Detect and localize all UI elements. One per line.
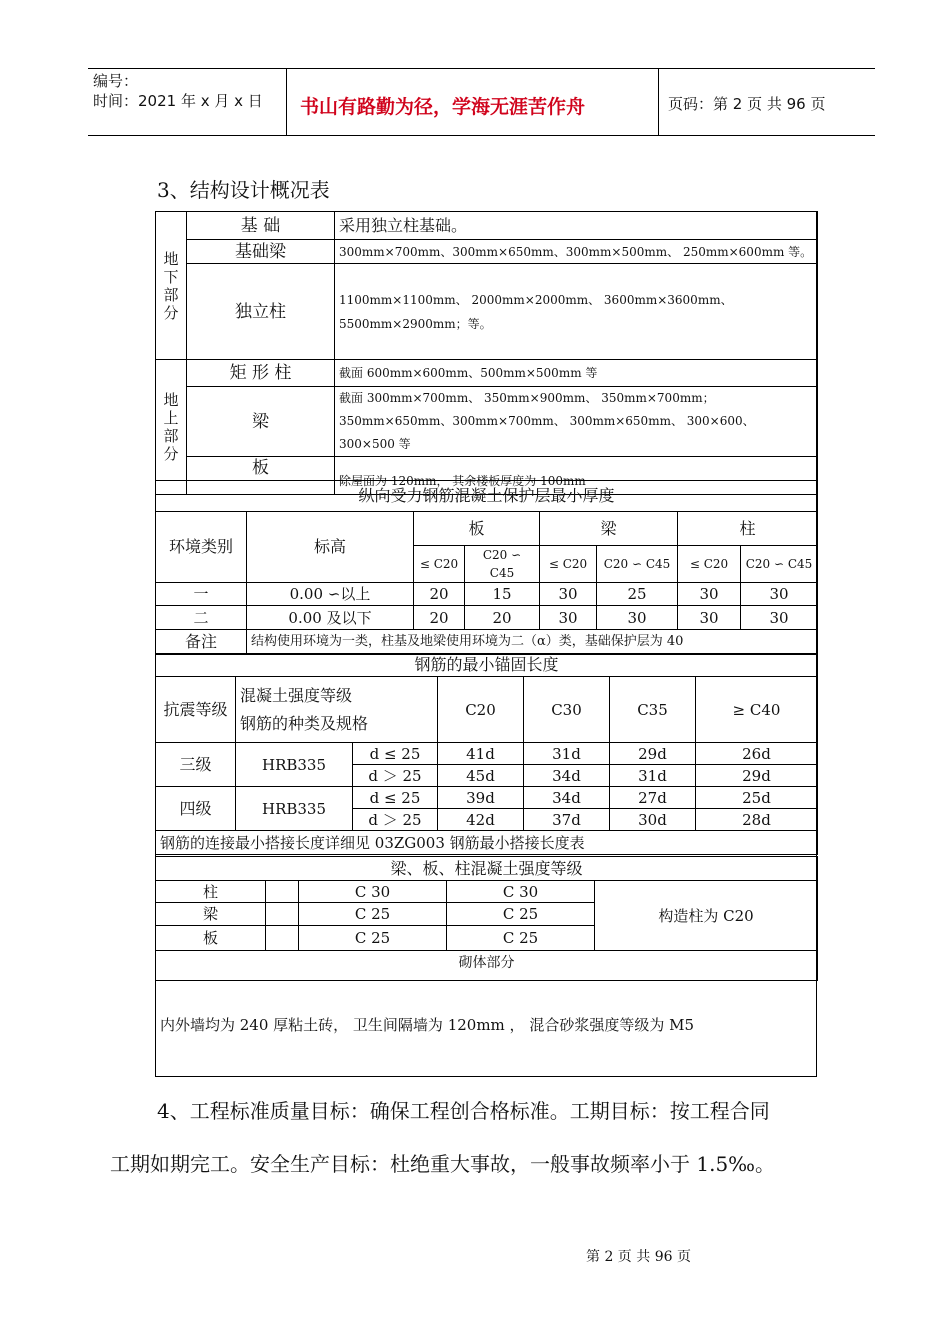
row-name: 矩 形 柱 xyxy=(187,360,335,387)
strength-title: 梁、板、柱混凝土强度等级 xyxy=(156,857,818,881)
cover-val: 20 xyxy=(414,606,465,630)
cover-elev: 0.00 ∽以上 xyxy=(247,583,414,606)
anchor-d: d ≤ 25 xyxy=(353,787,438,809)
cover-sub: ≤ C20 xyxy=(540,546,597,583)
anchor-diag-header xyxy=(236,677,438,743)
row-value: 1100mm×1100mm、 2000mm×2000mm、 3600mm×3600mm、 5500mm×2900mm；等。 xyxy=(335,264,818,360)
row-value: 截面 600mm×600mm、500mm×500mm 等 xyxy=(335,360,818,387)
strength-val: C 25 xyxy=(447,903,595,926)
strength-note: 构造柱为 C20 xyxy=(595,881,818,951)
cover-table xyxy=(155,480,818,655)
cover-val: 20 xyxy=(414,583,465,606)
cover-val: 30 xyxy=(678,606,741,630)
cover-val: 30 xyxy=(540,583,597,606)
header-bottom-rule xyxy=(88,135,875,136)
anchor-grade: 四级 xyxy=(156,787,236,831)
row-name: 基 础 xyxy=(187,212,335,240)
vlabel-char: 分 xyxy=(163,303,179,322)
page-footer: 第 2 页 共 96 页 xyxy=(586,1249,691,1265)
strength-val: C 25 xyxy=(447,926,595,951)
cover-note: 结构使用环境为一类，柱基及地梁使用环境为二（α）类，基础保护层为 40 xyxy=(247,630,818,655)
header-number: 编号： xyxy=(93,72,139,90)
row-name: 基础梁 xyxy=(187,240,335,264)
section4-line2: 工期如期完工。安全生产目标：杜绝重大事故，一般事故频率小于 1.5‰。 xyxy=(110,1152,775,1176)
anchor-col: C35 xyxy=(610,677,696,743)
anchor-title: 钢筋的最小锚固长度 xyxy=(156,654,818,677)
cover-env: 一 xyxy=(156,583,247,606)
anchor-col: ≥ C40 xyxy=(696,677,818,743)
header-divider-right xyxy=(658,68,659,136)
strength-val: C 30 xyxy=(447,881,595,903)
anchor-val: 45d xyxy=(438,765,524,787)
strength-val: C 25 xyxy=(299,903,447,926)
header-time: 时间：2021 年 x 月 x 日 xyxy=(93,92,263,110)
vlabel-char: 地 xyxy=(163,391,179,409)
vlabel-char: 部 xyxy=(163,427,179,445)
anchor-val: 25d xyxy=(696,787,818,809)
anchor-val: 29d xyxy=(610,743,696,765)
strength-val: C 25 xyxy=(299,926,447,951)
aboveground-label xyxy=(156,360,187,495)
anchor-val: 26d xyxy=(696,743,818,765)
cover-note-label: 备注 xyxy=(156,630,247,655)
strength-table xyxy=(155,856,818,981)
vlabel-char: 部 xyxy=(163,285,179,304)
anchor-table xyxy=(155,653,818,855)
anchor-d: d ≤ 25 xyxy=(353,743,438,765)
anchor-d: d ＞ 25 xyxy=(353,809,438,831)
vlabel-char: 地 xyxy=(163,249,179,268)
strength-empty-cell xyxy=(266,903,299,926)
cover-val: 30 xyxy=(597,606,678,630)
cover-sub: ≤ C20 xyxy=(414,546,465,583)
section4-line1: 4、工程标准质量目标：确保工程创合格标准。工期目标：按工程合同 xyxy=(157,1099,770,1123)
anchor-col: C30 xyxy=(524,677,610,743)
anchor-val: 41d xyxy=(438,743,524,765)
cover-group-beam: 梁 xyxy=(540,512,678,546)
header-top-rule xyxy=(88,68,875,69)
anchor-val: 31d xyxy=(610,765,696,787)
cover-val: 15 xyxy=(465,583,540,606)
row-value: 采用独立柱基础。 xyxy=(335,212,818,240)
cover-col-env: 环境类别 xyxy=(156,512,247,583)
row-value: 截面 300mm×700mm、 350mm×900mm、 350mm×700mm； 350mm×650mm、300mm×700mm、 300mm×650mm、 300×600、 300×500 等 xyxy=(335,387,818,457)
cover-val: 25 xyxy=(597,583,678,606)
masonry-text: 内外墙均为 240 厚粘土砖， 卫生间隔墙为 120mm ， 混合砂浆强度等级为 M5 xyxy=(160,1016,694,1034)
anchor-val: 30d xyxy=(610,809,696,831)
cover-elev: 0.00 及以下 xyxy=(247,606,414,630)
anchor-lap-note: 钢筋的连接最小搭接长度详细见 03ZG003 钢筋最小搭接长度表 xyxy=(156,831,818,855)
row-value: 300mm×700mm、300mm×650mm、300mm×500mm、 250mm×600mm 等。 xyxy=(335,240,818,264)
vlabel-char: 上 xyxy=(163,409,179,427)
header-divider-left xyxy=(286,68,287,136)
anchor-val: 29d xyxy=(696,765,818,787)
cover-sub: C20 ∽ C45 xyxy=(741,546,818,583)
anchor-val: 34d xyxy=(524,765,610,787)
strength-name: 板 xyxy=(156,926,266,951)
row-name: 独立柱 xyxy=(187,264,335,360)
cover-val: 20 xyxy=(465,606,540,630)
cover-val: 30 xyxy=(741,583,818,606)
anchor-val: 28d xyxy=(696,809,818,831)
section3-title: 3、结构设计概况表 xyxy=(157,178,330,202)
cover-val: 30 xyxy=(741,606,818,630)
cover-sub: C20 ∽ C45 xyxy=(465,546,540,583)
anchor-grade: 三级 xyxy=(156,743,236,787)
anchor-col-grade: 抗震等级 xyxy=(156,677,236,743)
anchor-diag-bottom: 钢筋的种类及规格 xyxy=(240,713,369,733)
header-motto: 书山有路勤为径，学海无涯苦作舟 xyxy=(300,96,586,118)
row-name: 板 xyxy=(187,457,335,495)
anchor-diag-top: 混凝土强度等级 xyxy=(240,685,353,705)
cover-env: 二 xyxy=(156,606,247,630)
cover-group-column: 柱 xyxy=(678,512,818,546)
masonry-title: 砌体部分 xyxy=(156,951,818,981)
header-page: 页码：第 2 页 共 96 页 xyxy=(668,95,826,113)
strength-empty-cell xyxy=(266,881,299,903)
strength-val: C 30 xyxy=(299,881,447,903)
anchor-val: 34d xyxy=(524,787,610,809)
structure-table xyxy=(155,211,818,495)
anchor-val: 39d xyxy=(438,787,524,809)
anchor-d: d ＞ 25 xyxy=(353,765,438,787)
vlabel-char: 下 xyxy=(163,267,179,286)
cover-val: 30 xyxy=(678,583,741,606)
cover-group-slab: 板 xyxy=(414,512,540,546)
anchor-steel: HRB335 xyxy=(236,787,353,831)
row-value: 除屋面为 120mm， 其余楼板厚度为 100mm xyxy=(335,457,818,495)
underground-label xyxy=(156,212,187,360)
anchor-steel: HRB335 xyxy=(236,743,353,787)
cover-sub: C20 ∽ C45 xyxy=(597,546,678,583)
strength-name: 柱 xyxy=(156,881,266,903)
cover-col-elev: 标高 xyxy=(247,512,414,583)
cover-sub: ≤ C20 xyxy=(678,546,741,583)
cover-val: 30 xyxy=(540,606,597,630)
anchor-val: 37d xyxy=(524,809,610,831)
anchor-val: 42d xyxy=(438,809,524,831)
strength-name: 梁 xyxy=(156,903,266,926)
row-name: 梁 xyxy=(187,387,335,457)
vlabel-char: 分 xyxy=(163,445,179,463)
anchor-val: 31d xyxy=(524,743,610,765)
anchor-val: 27d xyxy=(610,787,696,809)
strength-empty-cell xyxy=(266,926,299,951)
cover-title: 纵向受力钢筋混凝土保护层最小厚度 xyxy=(156,481,818,512)
anchor-col: C20 xyxy=(438,677,524,743)
